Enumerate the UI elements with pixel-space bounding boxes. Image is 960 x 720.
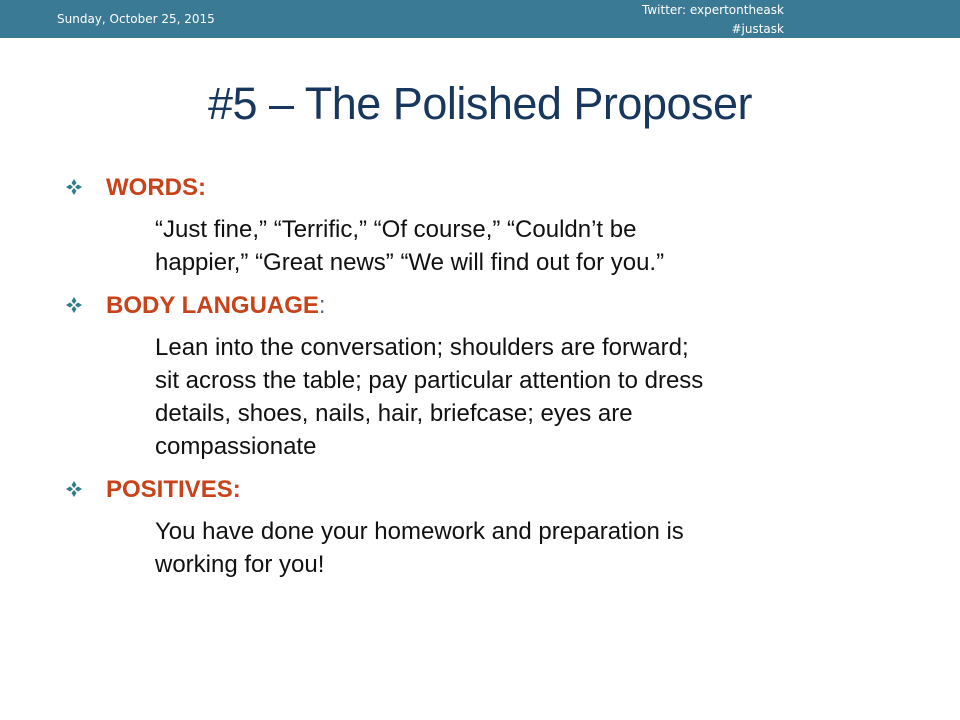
section-heading-positives xyxy=(66,474,906,512)
four-diamond-bullet-icon xyxy=(66,481,82,497)
twitter-handle: Twitter: expertontheask xyxy=(642,3,784,17)
header-bar xyxy=(0,0,960,38)
body-line: “Just fine,” “Terrific,” “Of course,” “Couldn’t be xyxy=(155,216,637,243)
body-line: compassionate xyxy=(155,433,317,460)
section-body-words xyxy=(155,213,895,279)
section-body-positives xyxy=(155,515,895,581)
body-line: working for you! xyxy=(155,551,325,578)
body-line: sit across the table; pay particular attention to dress xyxy=(155,367,704,394)
section-heading-words xyxy=(66,172,906,210)
slide-title: #5 – The Polished Proposer xyxy=(207,78,753,129)
section-heading-label: WORDS: xyxy=(106,174,206,201)
body-line: details, shoes, nails, hair, briefcase; eyes are xyxy=(155,400,633,427)
section-body-body-language xyxy=(155,331,895,463)
header-date: Sunday, October 25, 2015 xyxy=(57,12,215,26)
twitter-hashtag: #justask xyxy=(731,22,784,36)
slide-content xyxy=(66,172,906,592)
section-heading-label: BODY LANGUAGE: xyxy=(106,292,326,319)
body-line: happier,” “Great news” “We will find out for you.” xyxy=(155,249,665,276)
body-line: Lean into the conversation; shoulders are forward; xyxy=(155,334,689,361)
section-heading-label: POSITIVES: xyxy=(106,476,241,503)
header-twitter xyxy=(642,1,784,39)
section-heading-body-language xyxy=(66,290,906,328)
four-diamond-bullet-icon xyxy=(66,297,82,313)
four-diamond-bullet-icon xyxy=(66,179,82,195)
body-line: You have done your homework and preparation is xyxy=(155,518,684,545)
